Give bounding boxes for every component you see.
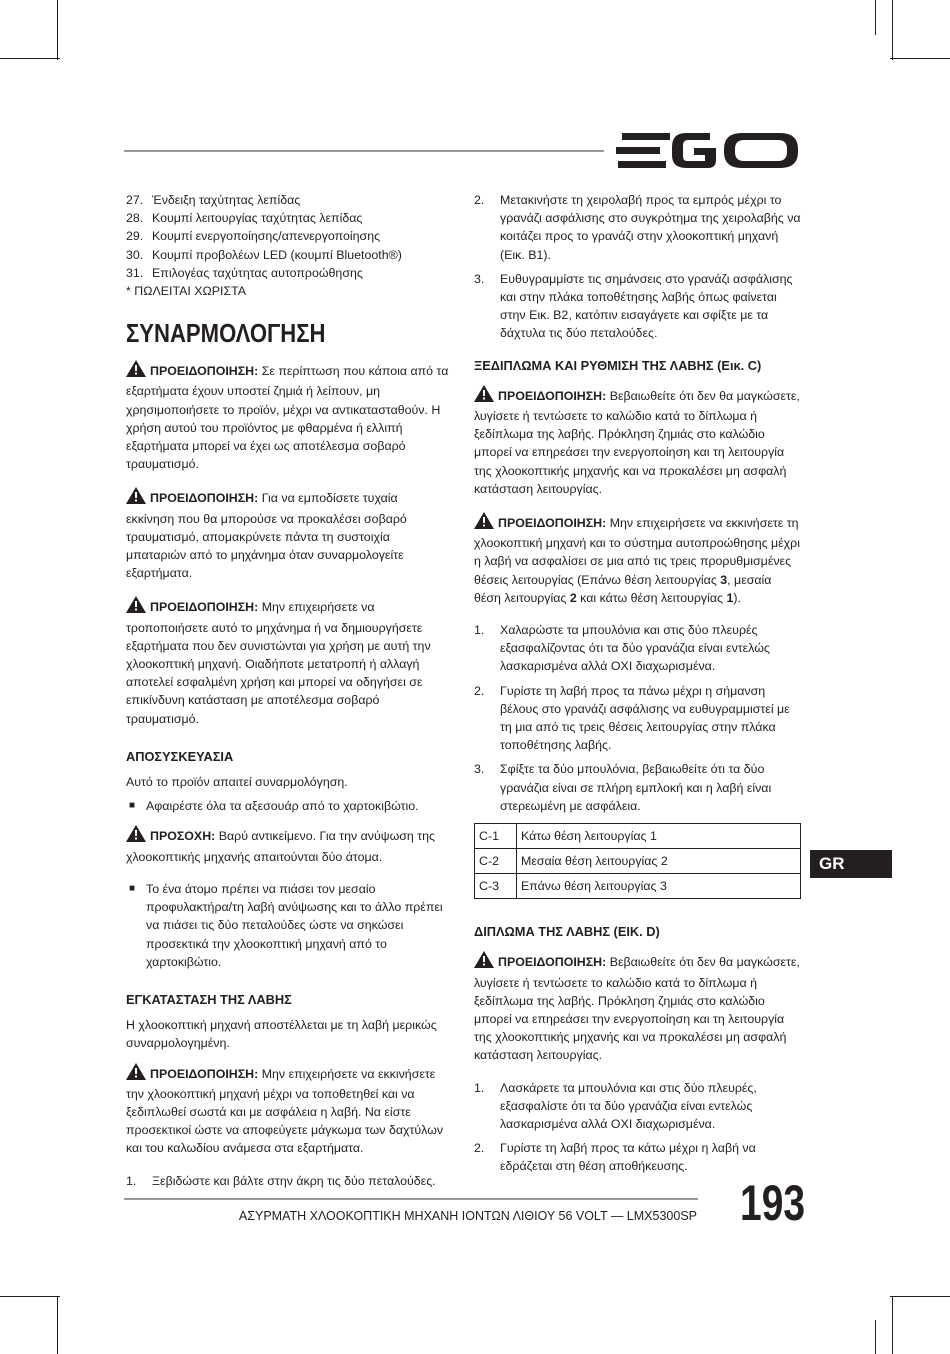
list-item	[126, 227, 449, 245]
step-item	[474, 1079, 801, 1134]
language-tab: GR	[810, 850, 892, 878]
crop-mark	[890, 58, 950, 59]
warning-triangle-icon	[126, 360, 146, 382]
item-number: 31.	[126, 265, 144, 280]
warning-label: ΠΡΟΕΙΔΟΠΟΙΗΣΗ:	[150, 491, 259, 506]
warning-text: Βεβαιωθείτε ότι δεν θα μαγκώσετε, λυγίσετε ή τεντώσετε το καλώδιο κατά το δίπλωμα ή ξεδίπλωμα της λαβής. Πρόκληση ζημιάς στο καλώδιο μπορεί να επηρεάσει την ενεργοποίηση και τη λειτουργία της χλοοκοπτικής μηχανής και να προκαλέσει μη ασφαλή κατάσταση λειτουργίας.	[474, 955, 800, 1063]
warning-label: ΠΡΟΕΙΔΟΠΟΙΗΣΗ:	[150, 364, 259, 379]
warning-triangle-icon	[126, 596, 146, 618]
warning-paragraph	[126, 360, 449, 473]
right-column	[474, 191, 801, 1182]
warning-paragraph	[474, 512, 801, 607]
ego-logo	[616, 131, 800, 176]
step-text: Γυρίστε τη λαβή προς τα κάτω μέχρι η λαβή να εδράζεται στη θέση αποθήκευσης.	[500, 1141, 756, 1174]
list-item	[126, 264, 449, 282]
steps-list	[474, 1079, 801, 1176]
step-item	[474, 682, 801, 755]
operating-positions-table	[474, 823, 801, 899]
subsection-heading: ΞΕΔΙΠΛΩΜΑ ΚΑΙ ΡΥΘΜΙΣΗ ΤΗΣ ΛΑΒΗΣ (Εικ. C)	[474, 357, 762, 373]
subsection-heading: ΕΓΚΑΤΑΣΤΑΣΗ ΤΗΣ ΛΑΒΗΣ	[126, 991, 292, 1007]
warning-triangle-icon	[474, 385, 494, 407]
warning-label: ΠΡΟΕΙΔΟΠΟΙΗΣΗ:	[150, 1066, 259, 1081]
step-item	[474, 760, 801, 815]
table-row	[475, 874, 801, 899]
warning-label: ΠΡΟΕΙΔΟΠΟΙΗΣΗ:	[150, 600, 259, 615]
item-text: Κουμπί ενεργοποίησης/απενεργοποίησης	[152, 229, 381, 244]
position-number: 1	[726, 590, 734, 605]
bullet-item	[126, 880, 449, 971]
item-text: Ένδειξη ταχύτητας λεπίδας	[152, 193, 301, 207]
table-cell-code: C-3	[475, 874, 517, 899]
table-row	[475, 849, 801, 874]
crop-mark	[892, 1296, 893, 1354]
list-item	[126, 191, 449, 209]
table-cell-code: C-2	[475, 849, 517, 874]
step-text: Ξεβιδώστε και βάλτε στην άκρη τις δύο πεταλούδες.	[152, 1173, 436, 1188]
step-item	[474, 270, 801, 343]
page-number: 193	[740, 1175, 806, 1231]
item-number: 29.	[126, 229, 144, 244]
step-text: Λασκάρετε τα μπουλόνια και στις δύο πλευρές, εξασφαλίστε ότι τα δύο γρανάζια είναι εντελώς λασκαρισμένα αλλά ΟΧΙ διαχωρισμένα.	[500, 1080, 757, 1131]
item-number: 27.	[126, 193, 144, 207]
crop-mark	[57, 0, 58, 60]
paragraph: Αυτό το προϊόν απαιτεί συναρμολόγηση.	[126, 775, 348, 790]
step-text: Γυρίστε τη λαβή προς τα πάνω μέχρι η σήμανση βέλους στο γρανάζι ασφάλισης να ευθυγραμμιστεί με τη μια από τις τρεις θέσεις λειτουργίας στην πλάκα τοποθέτησης λαβής.	[500, 683, 790, 753]
item-text: Κουμπί λειτουργίας ταχύτητας λεπίδας	[152, 211, 363, 226]
crop-mark	[892, 0, 893, 60]
warning-triangle-icon	[474, 512, 494, 534]
caution-paragraph	[126, 825, 449, 865]
parts-list	[126, 191, 449, 282]
step-item	[474, 621, 801, 676]
warning-text: Μην επιχειρήσετε να τροποποιήσετε αυτό το μηχάνημα ή να δημιουργήσετε εξαρτήματα που δεν συνιστώνται για χρήση με αυτή την χλοοκοπτική μηχανή. Οιαδήποτε μετατροπή ή αλλαγή αποτελεί εσφαλμένη χρήση και μπορεί να οδηγήσει σε επικίνδυνη κατάσταση με αποτέλεσμα σοβαρό τραυματισμό.	[126, 600, 431, 726]
crop-mark	[57, 1296, 58, 1354]
warning-label: ΠΡΟΕΙΔΟΠΟΙΗΣΗ:	[498, 516, 607, 531]
step-number: 2.	[474, 683, 485, 698]
warning-triangle-icon	[126, 487, 146, 509]
step-text: Μετακινήστε τη χειρολαβή προς τα εμπρός μέχρι το γρανάζι ασφάλισης στο συγκρότημα της χειρολαβής να κοιτάζει προς το γρανάζι στην χλοοκοπτική μηχανή (Εικ. B1).	[500, 193, 801, 262]
step-number: 1.	[126, 1173, 137, 1188]
warning-text: Μην επιχειρήσετε να εκκινήσετε τη χλοοκοπτική μηχανή και το σύστημα αυτοπροώθησης μέχρι η λαβή να ασφαλίσει σε μια από τις τρεις προρυθμισμένες θέσεις λειτουργίας (Επάνω θέση λειτουργίας	[474, 516, 800, 587]
warning-paragraph	[474, 951, 801, 1064]
crop-mark	[875, 0, 876, 35]
square-bullet-icon: ■	[129, 800, 136, 812]
step-number: 1.	[474, 1080, 485, 1095]
warning-triangle-icon	[126, 1063, 146, 1085]
crop-mark	[0, 1296, 60, 1297]
subsection-heading: ΔΙΠΛΩΜΑ ΤΗΣ ΛΑΒΗΣ (ΕΙΚ. D)	[474, 924, 660, 940]
crop-mark	[890, 1296, 950, 1297]
paragraph: Η χλοοκοπτική μηχανή αποστέλλεται με τη λαβή μερικώς συναρμολογημένη.	[126, 1018, 437, 1051]
item-text: Επιλογέας ταχύτητας αυτοπροώθησης	[152, 265, 363, 280]
warning-text: Σε περίπτωση που κάποια από τα εξαρτήματα έχουν υποστεί ζημιά ή λείπουν, μη χρησιμοποιήσετε το προϊόν, μέχρι να αντικατασταθούν. Η χρήση αυτού του προϊόντος με φθαρμένα ή ελλιπή εξαρτήματα μπορεί να έχει ως αποτέλεσμα σοβαρό τραυματισμό.	[126, 364, 449, 472]
warning-triangle-icon	[126, 825, 146, 847]
subsection-heading: ΑΠΟΣΥΣΚΕΥΑΣΙΑ	[126, 748, 234, 764]
step-number: 2.	[474, 193, 485, 207]
step-item	[474, 1139, 801, 1175]
step-text: Σφίξτε τα δύο μπουλόνια, βεβαιωθείτε ότι τα δύο γρανάζια είναι σε πλήρη εμπλοκή και η λαβή είναι στερεωμένη με ασφάλεια.	[500, 762, 772, 813]
steps-list	[474, 621, 801, 815]
bullet-item	[126, 797, 449, 815]
list-item	[126, 246, 449, 264]
warning-text: , μεσαία θέση λειτουργίας	[474, 572, 772, 605]
table-cell-description: Κάτω θέση λειτουργίας 1	[517, 824, 801, 849]
header-rule	[124, 150, 604, 152]
step-number: 2.	[474, 1141, 485, 1156]
step-text: Χαλαρώστε τα μπουλόνια και στις δύο πλευρές εξασφαλίζοντας ότι τα δύο γρανάζια είναι εντελώς λασκαρισμένα αλλά ΟΧΙ διαχωρισμένα.	[500, 623, 770, 674]
warning-label: ΠΡΟΕΙΔΟΠΟΙΗΣΗ:	[498, 388, 607, 403]
table-cell-code: C-1	[475, 824, 517, 849]
table-cell-description: Μεσαία θέση λειτουργίας 2	[517, 849, 801, 874]
step-item	[126, 1172, 449, 1190]
warning-text: Για να εμποδίσετε τυχαία εκκίνηση που θα μπορούσε να προκαλέσει σοβαρό τραυματισμό, απομακρύνετε πάντα τη συστοιχία μπαταριών από το μηχάνημα όταν συναρμολογείτε εξαρτήματα.	[126, 491, 407, 581]
footer-title: ΑΣΥΡΜΑΤΗ ΧΛΟΟΚΟΠΤΙΚΗ ΜΗΧΑΝΗ ΙΟΝΤΩΝ ΛΙΘΙΟΥ 56 VOLT — LMX5300SP	[238, 1209, 697, 1223]
bullet-text: Το ένα άτομο πρέπει να πιάσει τον μεσαίο προφυλακτήρα/τη λαβή ανύψωσης και το άλλο πρέπει να πιάσει τις δύο πεταλούδες ώστε να σηκώσει προσεκτικά την χλοοκοπτική μηχανή από το χαρτοκιβώτιο.	[146, 881, 443, 969]
step-number: 3.	[474, 271, 485, 286]
square-bullet-icon: ■	[129, 882, 136, 894]
item-text: Κουμπί προβολέων LED (κουμπί Bluetooth®)	[152, 247, 402, 262]
position-number: 2	[569, 590, 577, 605]
item-number: 30.	[126, 247, 144, 262]
bullet-text: Αφαιρέστε όλα τα αξεσουάρ από το χαρτοκιβώτιο.	[146, 799, 419, 814]
steps-list	[126, 1172, 449, 1190]
footer-rule	[124, 1198, 698, 1200]
item-number: 28.	[126, 211, 144, 226]
warning-paragraph	[126, 596, 449, 727]
steps-list	[474, 191, 801, 343]
crop-mark	[875, 1320, 876, 1354]
caution-text: Βαρύ αντικείμενο. Για την ανύψωση της χλοοκοπτικής μηχανής απαιτούνται δύο άτομα.	[126, 829, 435, 864]
crop-mark	[0, 58, 60, 59]
warning-text: Μην επιχειρήσετε να εκκινήσετε την χλοοκοπτική μηχανή μέχρι να τοποθετηθεί και να ξεδιπλωθεί σωστά και με ασφάλεια η λαβή. Να είστε προσεκτικοί ώστε να αποφεύγετε μάγκωμα των δαχτύλων και του καλωδίου ανάμεσα στα εξαρτήματα.	[126, 1066, 444, 1156]
caution-label: ΠΡΟΣΟΧΗ:	[150, 829, 216, 844]
left-column	[126, 191, 449, 1196]
step-number: 3.	[474, 762, 485, 777]
step-text: Ευθυγραμμίστε τις σημάνσεις στο γρανάζι ασφάλισης και στην πλάκα τοποθέτησης λαβής όπως φαίνεται στην Εικ. B2, κατόπιν εισαγάγετε και σφίξτε με τα δάχτυλα τις δύο πεταλούδες.	[500, 271, 793, 341]
step-number: 1.	[474, 623, 485, 638]
list-item	[126, 209, 449, 227]
table-cell-description: Επάνω θέση λειτουργίας 3	[517, 874, 801, 899]
section-heading: ΣΥΝΑΡΜΟΛΟΓΗΣΗ	[126, 318, 326, 349]
warning-text: και κάτω θέση λειτουργίας	[576, 590, 727, 605]
warning-paragraph	[126, 1063, 449, 1158]
warning-paragraph	[126, 487, 449, 582]
table-row	[475, 824, 801, 849]
warning-text: Βεβαιωθείτε ότι δεν θα μαγκώσετε, λυγίσετε ή τεντώσετε το καλώδιο κατά το δίπλωμα ή ξεδίπλωμα της λαβής. Πρόκληση ζημιάς στο καλώδιο μπορεί να επηρεάσει την ενεργοποίηση και τη λειτουργία της χλοοκοπτικής μηχανής και να προκαλέσει μη ασφαλή κατάσταση λειτουργίας.	[474, 388, 800, 496]
position-number: 3	[720, 572, 728, 587]
sold-separately-note: * ΠΩΛΕΙΤΑΙ ΧΩΡΙΣΤΑ	[126, 284, 247, 299]
warning-label: ΠΡΟΕΙΔΟΠΟΙΗΣΗ:	[498, 955, 607, 970]
warning-text: ).	[733, 590, 741, 605]
warning-paragraph	[474, 385, 801, 498]
warning-triangle-icon	[474, 951, 494, 973]
step-item	[474, 191, 801, 264]
